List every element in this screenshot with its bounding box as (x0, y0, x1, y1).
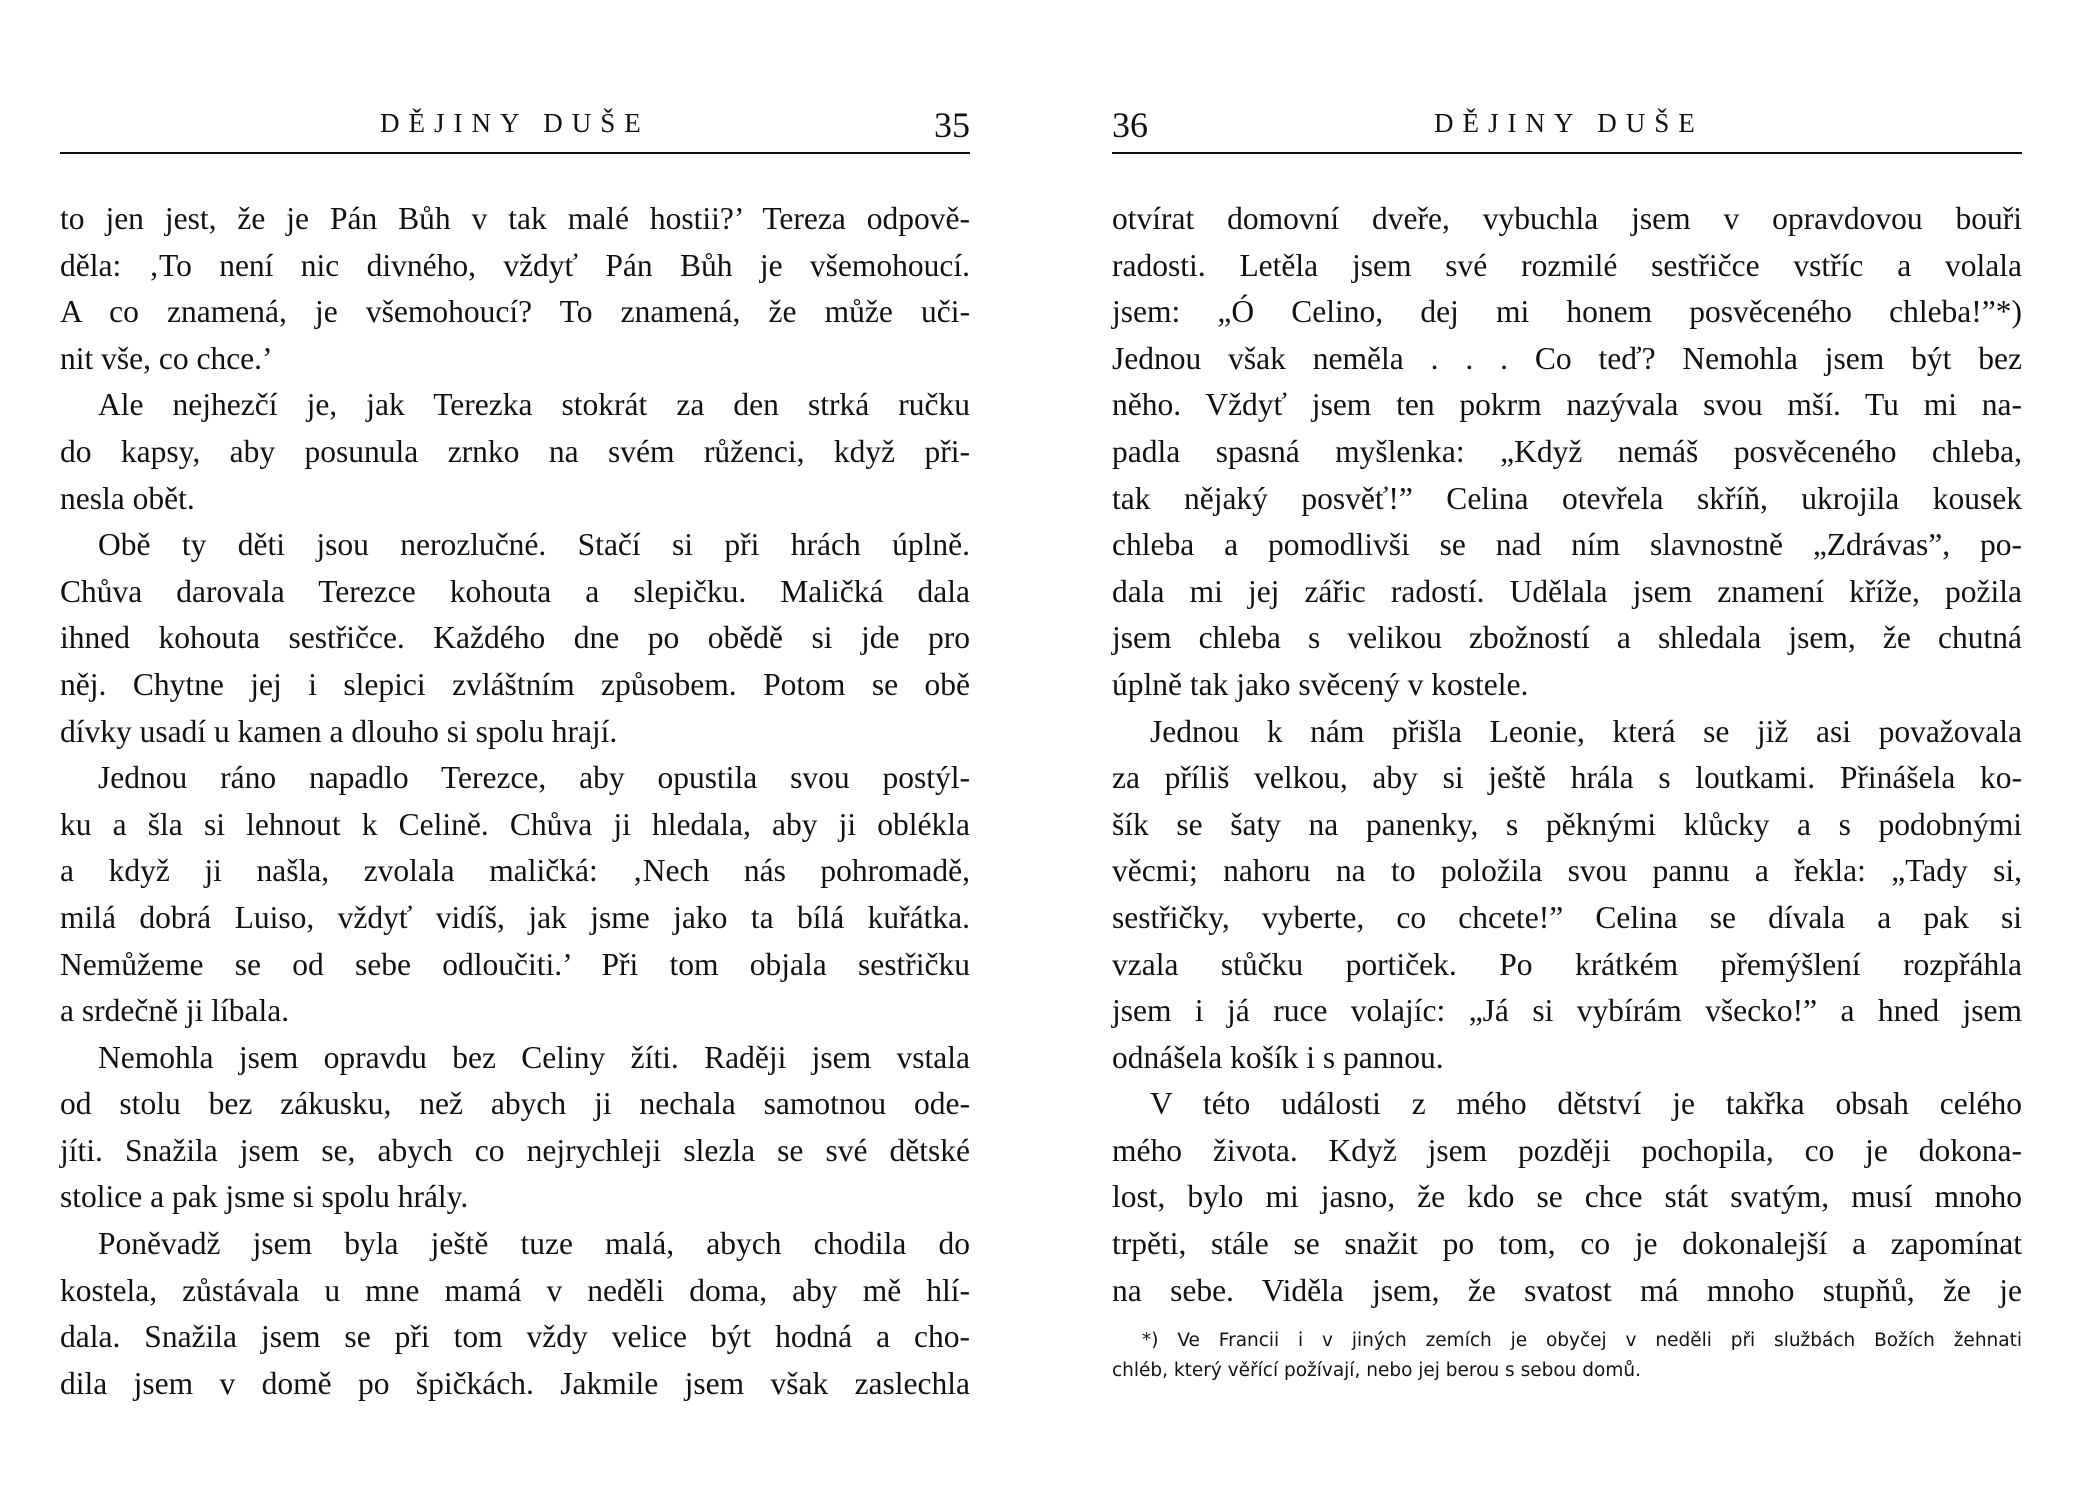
text-line: radosti. Letěla jsem své rozmilé sestřičce vstříc a volala (1112, 247, 2022, 283)
left-page (60, 0, 970, 1500)
footnote-line: chléb, který věřící požívají, nebo jej berou s sebou domů. (1112, 1360, 1641, 1381)
text-line: padla spasná myšlenka: „Když nemáš posvěceného chleba, (1112, 433, 2022, 469)
text-line: V této události z mého dětství je takřka obsah celého (1150, 1086, 2022, 1122)
text-line: Obě ty děti jsou nerozlučné. Stačí si při hrách úplně. (98, 527, 970, 563)
text-line: milá dobrá Luiso, vždyť vidíš, jak jsme jako ta bílá kuřátka. (60, 899, 970, 935)
footnote-line: *) Ve Francii i v jiných zemích je obyčej v neděli při službách Božích žehnati (1142, 1330, 2022, 1351)
text-line: sestřičky, vyberte, co chcete!” Celina se dívala a pak si (1112, 899, 2022, 935)
text-line: Jednou k nám přišla Leonie, která se již asi považovala (1150, 713, 2022, 749)
text-line: Jednou ráno napadlo Terezce, aby opustila svou postýl- (98, 760, 970, 796)
text-line: šík se šaty na panenky, s pěknými klůcky a s podobnými (1112, 806, 2022, 842)
text-line: dila jsem v domě po špičkách. Jakmile jsem však zaslechla (60, 1365, 970, 1401)
text-line: to jen jest, že je Pán Bůh v tak malé hostii?’ Tereza odpově- (60, 201, 970, 236)
text-line: ku a šla si lehnout k Celině. Chůva ji hledala, aby ji oblékla (60, 806, 970, 842)
text-line: stolice a pak jsme si spolu hrály. (60, 1179, 469, 1215)
text-line: lost, bylo mi jasno, že kdo se chce stát svatým, musí mnoho (1112, 1179, 2022, 1215)
page-number: 36 (1112, 105, 1148, 145)
text-line: Nemohla jsem opravdu bez Celiny žíti. Raději jsem vstala (98, 1039, 970, 1075)
text-line: věcmi; nahoru na to položila svou pannu a řekla: „Tady si, (1112, 853, 2022, 889)
text-line: jsem i já ruce volajíc: „Já si vybírám všecko!” a hned jsem (1112, 993, 2022, 1029)
text-line: a srdečně ji líbala. (60, 993, 290, 1029)
text-line: úplně tak jako svěcený v kostele. (1112, 666, 1529, 702)
right-page (1112, 0, 2022, 1500)
running-title: DĚJINY DUŠE (380, 108, 650, 138)
header-rule (60, 152, 970, 154)
body-text (60, 196, 970, 1407)
text-line: jíti. Snažila jsem se, abych co nejrychleji slezla se své dětské (60, 1132, 970, 1168)
text-line: Ale nejhezčí je, jak Terezka stokrát za den strká ručku (98, 387, 970, 423)
text-line: dala. Snažila jsem se při tom vždy velice být hodná a cho- (60, 1319, 970, 1355)
text-line: něj. Chytne jej i slepici zvláštním způsobem. Potom se obě (60, 666, 970, 702)
running-title: DĚJINY DUŠE (1434, 108, 1704, 138)
text-line: od stolu bez zákusku, než abych ji nechala samotnou ode- (60, 1086, 970, 1122)
text-line: jsem: „Ó Celino, dej mi honem posvěceného chleba!”*) (1112, 294, 2022, 330)
text-line: do kapsy, aby posunula zrnko na svém růženci, když při- (60, 433, 970, 469)
body-text (1112, 196, 2022, 1314)
text-line: Jednou však neměla . . . Co teď? Nemohla jsem být bez (1112, 340, 2022, 376)
text-line: A co znamená, je všemohoucí? To znamená, že může uči- (60, 294, 970, 330)
text-line: nit vše, co chce.’ (60, 340, 273, 376)
text-line: děla: ‚To není nic divného, vždyť Pán Bůh je všemohoucí. (60, 247, 970, 283)
text-line: Chůva darovala Terezce kohouta a slepičku. Maličká dala (60, 573, 970, 609)
header-rule (1112, 152, 2022, 154)
page-number: 35 (934, 105, 970, 145)
text-line: trpěti, stále se snažit po tom, co je dokonalejší a zapomínat (1112, 1226, 2022, 1262)
left-page-header (60, 104, 970, 154)
text-line: tak nějaký posvěť!” Celina otevřela skříň, ukrojila kousek (1112, 480, 2022, 516)
text-line: za příliš velkou, aby si ještě hrála s loutkami. Přinášela ko- (1112, 760, 2022, 796)
footnote (1112, 1326, 2022, 1386)
text-line: Poněvadž jsem byla ještě tuze malá, abych chodila do (98, 1226, 970, 1262)
text-line: mého života. Když jsem později pochopila, co je dokona- (1112, 1132, 2022, 1168)
text-line: na sebe. Viděla jsem, že svatost má mnoho stupňů, že je (1112, 1272, 2022, 1308)
text-line: chleba a pomodlivši se nad ním slavnostně „Zdrávas”, po- (1112, 527, 2022, 563)
text-line: otvírat domovní dveře, vybuchla jsem v opravdovou bouři (1112, 201, 2022, 236)
text-line: kostela, zůstávala u mne mamá v neděli doma, aby mě hlí- (60, 1272, 970, 1308)
text-line: jsem chleba s velikou zbožností a shledala jsem, že chutná (1112, 620, 2022, 656)
text-line: nesla obět. (60, 480, 195, 516)
text-line: odnášela košík i s pannou. (1112, 1039, 1444, 1075)
text-line: dala mi jej zářic radostí. Udělala jsem znamení kříže, požila (1112, 573, 2022, 609)
text-line: Nemůžeme se od sebe odloučiti.’ Při tom objala sestřičku (60, 946, 970, 982)
text-line: dívky usadí u kamen a dlouho si spolu hrají. (60, 713, 618, 749)
text-line: něho. Vždyť jsem ten pokrm nazývala svou mší. Tu mi na- (1112, 387, 2022, 423)
right-page-header (1112, 104, 2022, 154)
text-line: a když ji našla, zvolala maličká: ‚Nech nás pohromadě, (60, 853, 970, 889)
text-line: ihned kohouta sestřičce. Každého dne po obědě si jde pro (60, 620, 970, 656)
text-line: vzala stůčku portiček. Po krátkém přemýšlení rozpřáhla (1112, 946, 2022, 982)
